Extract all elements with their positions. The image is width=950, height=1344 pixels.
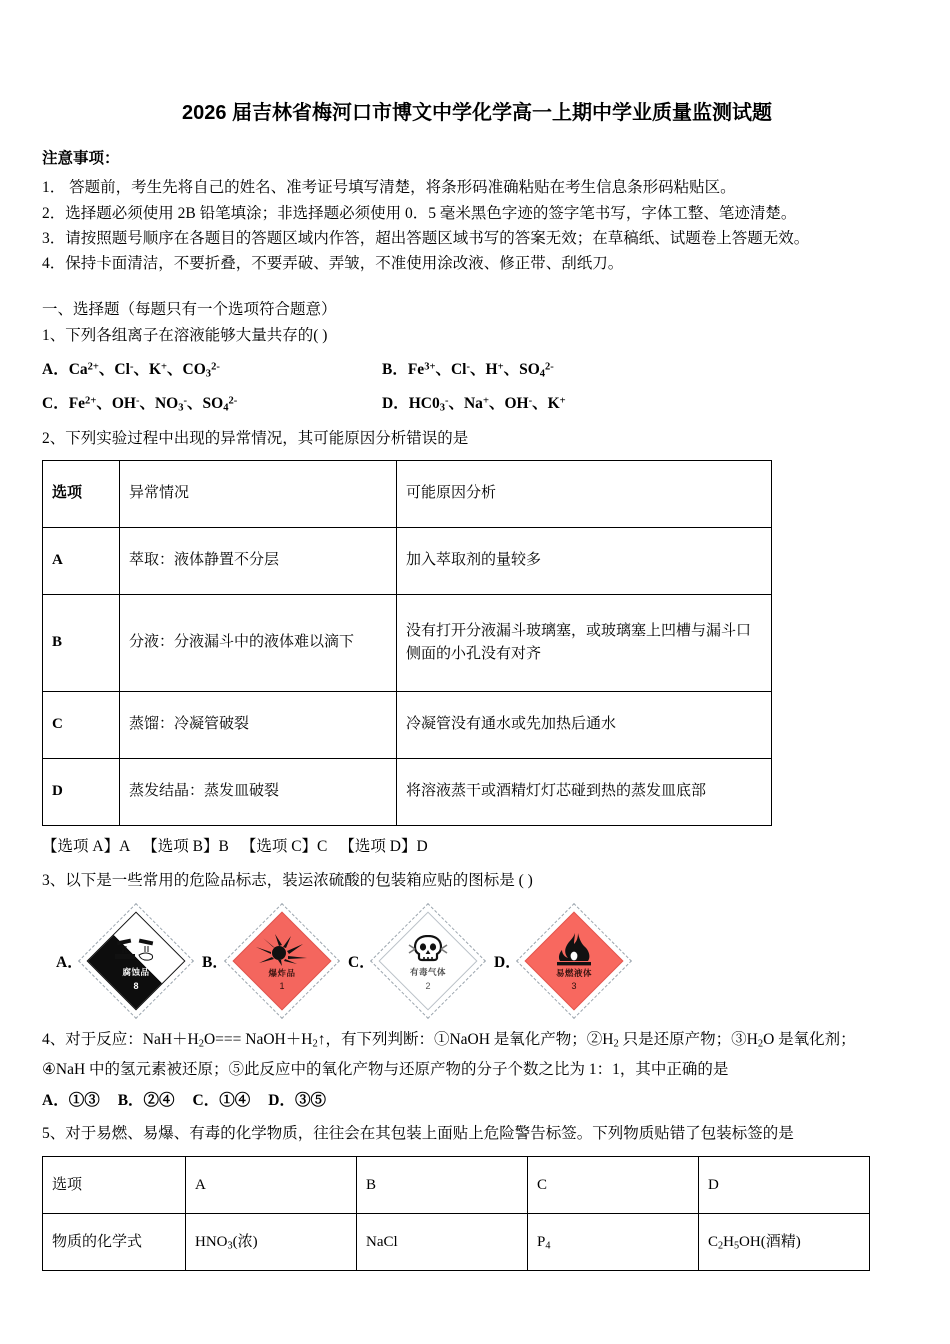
notice-item-3: 3．请按照题号顺序在各题目的答题区域内作答，超出答题区域书写的答案无效；在草稿纸、试题卷上答题无效。 — [42, 229, 810, 247]
q5-formula-c: $P_4$ — [528, 1214, 699, 1271]
row-a-reason: 加入萃取剂的量较多 — [397, 527, 772, 594]
page-title: 2026 届吉林省梅河口市博文中学化学高一上期中学业质量监测试题 — [181, 102, 773, 124]
hazard-name-b: 爆炸品 — [268, 968, 296, 979]
table-header-row — [43, 1157, 870, 1214]
question-1-option-c[interactable]: C．$Fe^{2+}$、OH-、$NO_3^-$、$SO_4^{2-}$ — [42, 395, 238, 415]
corrosive-icon — [101, 938, 171, 969]
table-header-option: 选项 — [43, 460, 120, 527]
q5-row-label: 物质的化学式 — [43, 1214, 186, 1271]
hazard-name-c: 有毒气体 — [409, 967, 446, 978]
row-c-situation: 蒸馏：冷凝管破裂 — [120, 691, 397, 758]
question-5-stem: 5、对于易燃、易爆、有毒的化学物质，往往会在其包装上面贴上危险警告标签。下列物质贴错了包装标签的是 — [42, 1125, 794, 1143]
question-4-stem-line-2: ④NaH 中的氢元素被还原；⑤此反应中的氧化产物与还原产物的分子个数之比为 1：1，其中正确的是 — [42, 1060, 729, 1078]
answer-choice-b[interactable]: 【选项 B】B — [142, 837, 229, 855]
hazard-label-c: C． — [348, 954, 375, 972]
notice-item-4: 4．保持卡面清洁，不要折叠，不要弄破、弄皱，不准使用涂改液、修正带、刮纸刀。 — [42, 254, 624, 272]
section-title-multiple-choice: 一、选择题（每题只有一个选项符合题意） — [42, 300, 337, 318]
page-content — [42, 100, 912, 1271]
explosion-icon — [247, 934, 317, 971]
q5-formula-d: $C_2H_5OH$(酒精) — [699, 1214, 870, 1271]
table-row — [43, 527, 772, 594]
hazard-option-d[interactable] — [480, 903, 626, 1019]
row-a-situation: 萃取：液体静置不分层 — [120, 527, 397, 594]
toxic-gas-sign — [376, 909, 480, 1013]
hazard-name-d: 易燃液体 — [555, 968, 592, 979]
q5-formula-b: NaCl — [357, 1214, 528, 1271]
table-header-reason: 可能原因分析 — [397, 460, 772, 527]
row-d-reason: 将溶液蒸干或酒精灯灯芯碰到热的蒸发皿底部 — [397, 758, 772, 825]
hazard-class-number-b: 1 — [279, 981, 285, 992]
q5-formula-a: $HNO_3$(浓) — [186, 1214, 357, 1271]
row-c-reason: 冷凝管没有通水或先加热后通水 — [397, 691, 772, 758]
question-1-option-b[interactable]: B．$Fe^{3+}$、Cl-、H+、$SO_4^{2-}$ — [382, 360, 554, 380]
table-row — [43, 691, 772, 758]
notice-heading: 注意事项： — [42, 150, 120, 167]
hazard-name-a: 腐蚀品 — [122, 967, 150, 978]
q5-header-option: 选项 — [43, 1157, 186, 1214]
row-d-situation: 蒸发结晶：蒸发皿破裂 — [120, 758, 397, 825]
flammable-liquid-sign — [522, 909, 626, 1013]
question-1-options-row-2 — [42, 392, 912, 418]
hazard-class-number-d: 3 — [571, 981, 577, 992]
table-row — [43, 758, 772, 825]
question-2-stem: 2、下列实验过程中出现的异常情况，其可能原因分析错误的是 — [42, 429, 469, 447]
question-4-option-a[interactable]: A．①③ — [42, 1091, 100, 1109]
answer-choice-d[interactable]: 【选项 D】D — [339, 837, 428, 855]
q5-header-b: B — [357, 1157, 528, 1214]
table-row — [43, 1214, 870, 1271]
answer-choice-a[interactable]: 【选项 A】A — [42, 837, 131, 855]
table-header-situation: 异常情况 — [120, 460, 397, 527]
row-d-option: D — [43, 758, 120, 825]
answer-choice-c[interactable]: 【选项 C】C — [240, 837, 328, 855]
row-c-option: C — [43, 691, 120, 758]
question-1-stem: 1、下列各组离子在溶液能够大量共存的( ) — [42, 327, 328, 345]
notice-item-2: 2．选择题必须使用 2B 铅笔填涂；非选择题必须使用 0．5 毫米黑色字迹的签字笔书写，字体工整、笔迹清楚。 — [42, 204, 797, 222]
question-4-option-c[interactable]: C．①④ — [192, 1091, 251, 1109]
explosive-sign — [230, 909, 334, 1013]
question-5-table — [42, 1156, 870, 1271]
question-3-stem: 3、以下是一些常用的危险品标志，装运浓硫酸的包装箱应贴的图标是 ( ) — [42, 871, 533, 889]
question-4-options — [42, 1089, 912, 1114]
table-row — [43, 594, 772, 691]
question-1-options-row-1 — [42, 358, 912, 384]
question-4-option-d[interactable]: D．③⑤ — [268, 1091, 326, 1109]
hazard-label-a: A． — [56, 954, 83, 972]
hazard-label-d: D． — [494, 954, 521, 972]
question-4-stem-line-1: 4、对于反应：$NaH+H_2O===$ $NaOH+H_2↑$，有下列判断：①NaOH 是氧化产物；$②H_2$ 只是还原产物；$③H_2O$ 是氧化剂； — [42, 1031, 856, 1050]
q5-header-c: C — [528, 1157, 699, 1214]
question-1-option-d[interactable]: D．$HC0_3^-$、Na+、OH-、K+ — [382, 395, 566, 415]
row-b-situation: 分液：分液漏斗中的液体难以滴下 — [120, 594, 397, 691]
row-b-reason: 没有打开分液漏斗玻璃塞，或玻璃塞上凹槽与漏斗口侧面的小孔没有对齐 — [397, 594, 772, 691]
question-2-answer-line — [42, 835, 912, 860]
hazard-class-number-c: 2 — [425, 981, 431, 992]
row-b-option: B — [43, 594, 120, 691]
table-header-row — [43, 460, 772, 527]
skull-icon — [393, 935, 463, 968]
hazard-option-b[interactable] — [188, 903, 334, 1019]
question-2-table — [42, 460, 772, 826]
hazard-option-a[interactable] — [42, 903, 188, 1019]
row-a-option: A — [43, 527, 120, 594]
hazard-label-b: B． — [202, 954, 228, 972]
corrosive-sign — [84, 909, 188, 1013]
q5-header-d: D — [699, 1157, 870, 1214]
question-1-option-a[interactable]: A．$Ca^{2+}$、Cl-、K+、$CO_3^{2-}$ — [42, 360, 220, 380]
notice-item-1: 1． 答题前，考生先将自己的姓名、准考证号填写清楚，将条形码准确粘贴在考生信息条形码粘贴区。 — [42, 179, 736, 197]
hazard-option-c[interactable] — [334, 903, 480, 1019]
q5-header-a: A — [186, 1157, 357, 1214]
hazard-class-number-a: 8 — [133, 981, 139, 992]
question-4-option-b[interactable]: B．②④ — [117, 1091, 175, 1109]
question-3-hazard-signs — [42, 903, 912, 1019]
